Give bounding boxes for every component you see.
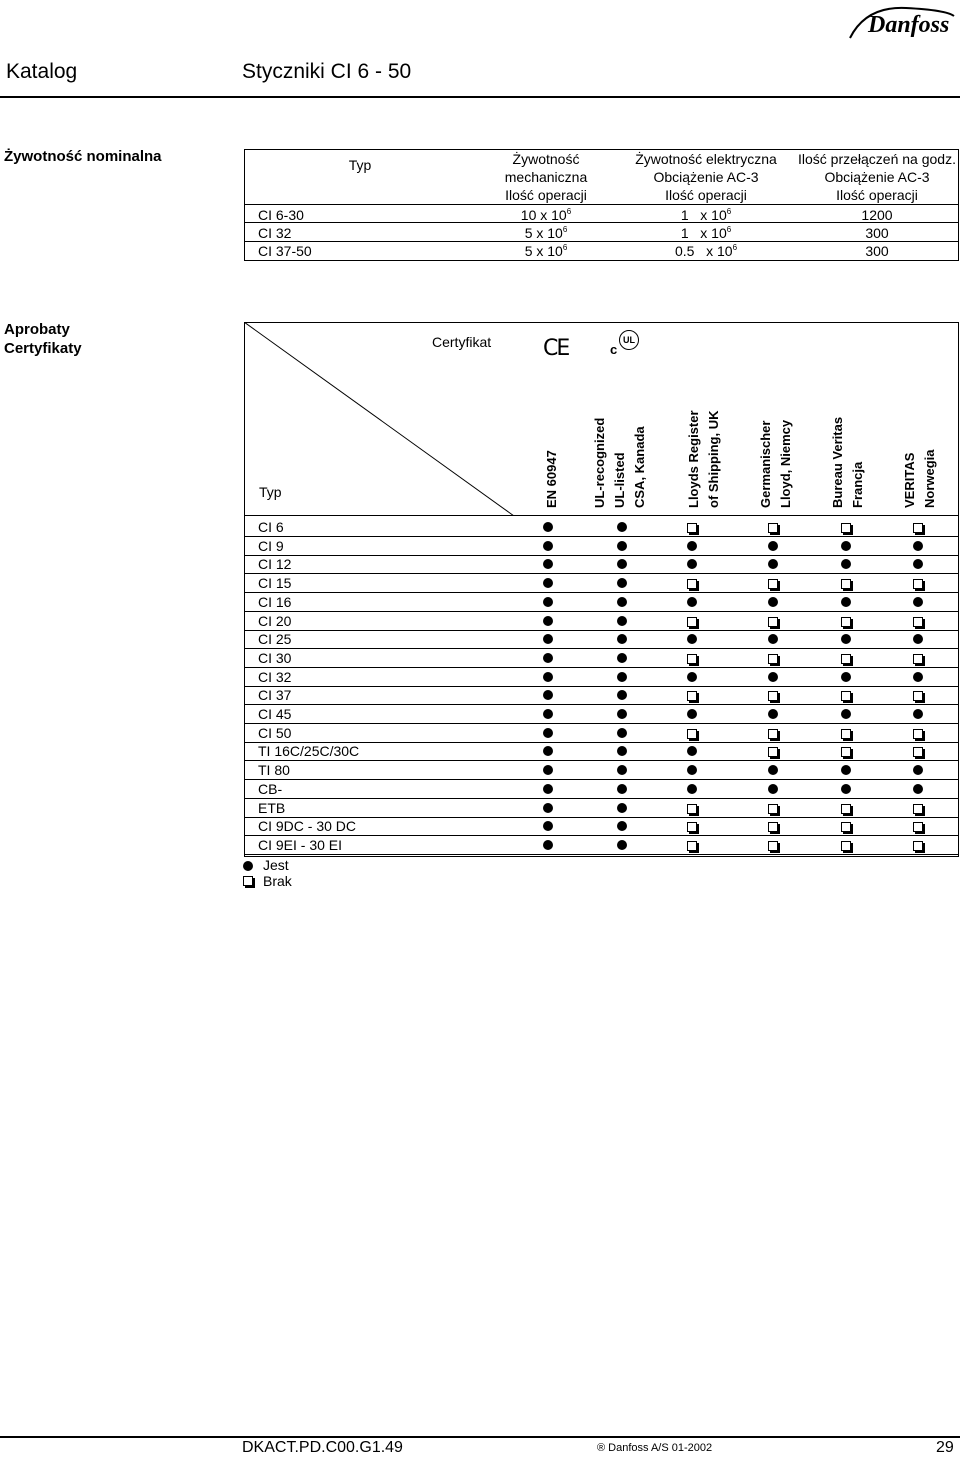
row-type-label: CI 9EI - 30 EI: [258, 836, 343, 853]
certified-dot-icon: [543, 821, 553, 831]
col-mech-2: mechaniczna: [504, 169, 588, 185]
not-certified-box-icon: [841, 654, 851, 664]
approval-row: [244, 630, 958, 648]
col-typ: Typ: [348, 157, 372, 173]
row-type-label: CI 20: [258, 612, 292, 629]
certified-dot-icon: [543, 541, 553, 551]
certified-dot-icon: [913, 709, 923, 719]
row-type-label: CI 32: [258, 668, 292, 685]
not-certified-box-icon: [841, 579, 851, 589]
legend-yes-label: Jest: [263, 857, 289, 873]
certified-dot-icon: [543, 672, 553, 682]
approval-row: [244, 518, 958, 536]
row-type-label: CI 15: [258, 575, 292, 592]
certified-dot-icon: [687, 634, 697, 644]
not-certified-box-icon: [768, 654, 778, 664]
footer-rule: [0, 1436, 960, 1438]
certified-dot-icon: [543, 765, 553, 775]
row-type-label: CI 9: [258, 537, 284, 554]
certified-dot-icon: [617, 765, 627, 775]
approval-row: [244, 799, 958, 817]
certified-dot-icon: [543, 559, 553, 569]
certified-dot-icon: [617, 784, 627, 794]
certified-dot-icon: [687, 541, 697, 551]
certified-dot-icon: [543, 653, 553, 663]
col-bureau-veritas: Bureau Veritas Francja: [830, 416, 865, 508]
approval-row: [244, 686, 958, 704]
col-sw-3: Ilość operacji: [836, 187, 918, 203]
certified-dot-icon: [768, 541, 778, 551]
row-type-label: CI 30: [258, 649, 292, 666]
certified-dot-icon: [687, 784, 697, 794]
life-heading: Żywotność nominalna: [4, 148, 162, 165]
not-certified-box-icon: [913, 654, 923, 664]
col-germanischer: Germanischer Lloyd, Niemcy: [758, 419, 793, 508]
certified-dot-icon: [617, 803, 627, 813]
section-label: Katalog: [6, 60, 78, 83]
row-type-label: ETB: [258, 799, 286, 816]
approval-row: [244, 761, 958, 779]
not-certified-box-icon: [687, 804, 697, 814]
legend-yes-icon: [243, 861, 253, 871]
row-type-label: CI 12: [258, 556, 292, 573]
not-certified-box-icon: [913, 579, 923, 589]
certified-dot-icon: [617, 653, 627, 663]
not-certified-box-icon: [768, 523, 778, 533]
certified-dot-icon: [617, 578, 627, 588]
ul-c-label: c: [610, 342, 618, 357]
certified-dot-icon: [687, 597, 697, 607]
not-certified-box-icon: [768, 747, 778, 757]
certified-dot-icon: [687, 672, 697, 682]
certified-dot-icon: [768, 634, 778, 644]
certified-dot-icon: [768, 765, 778, 775]
not-certified-box-icon: [687, 617, 697, 627]
certified-dot-icon: [913, 672, 923, 682]
certified-dot-icon: [543, 690, 553, 700]
certified-dot-icon: [543, 803, 553, 813]
certified-dot-icon: [543, 709, 553, 719]
approval-row: [244, 780, 958, 798]
header-rule: [0, 96, 960, 98]
not-certified-box-icon: [913, 691, 923, 701]
col-elec-3: Ilość operacji: [665, 187, 747, 203]
certified-dot-icon: [841, 784, 851, 794]
ce-mark-icon: CE: [543, 336, 569, 361]
certified-dot-icon: [913, 541, 923, 551]
not-certified-box-icon: [768, 841, 778, 851]
certified-dot-icon: [687, 765, 697, 775]
certified-dot-icon: [687, 746, 697, 756]
cert-label: Certyfikat: [432, 334, 492, 350]
row-type-label: CI 50: [258, 724, 292, 741]
certified-dot-icon: [543, 578, 553, 588]
certified-dot-icon: [913, 597, 923, 607]
approval-row: [244, 649, 958, 667]
row-type-label: CI 37: [258, 687, 292, 704]
certified-dot-icon: [687, 709, 697, 719]
certified-dot-icon: [768, 597, 778, 607]
certified-dot-icon: [913, 559, 923, 569]
not-certified-box-icon: [913, 747, 923, 757]
not-certified-box-icon: [913, 804, 923, 814]
not-certified-box-icon: [768, 729, 778, 739]
certified-dot-icon: [617, 746, 627, 756]
certified-dot-icon: [617, 690, 627, 700]
row-type-label: CI 9DC - 30 DC: [258, 818, 357, 835]
certified-dot-icon: [543, 840, 553, 850]
ul-mark-icon: UL: [619, 330, 639, 350]
certified-dot-icon: [543, 784, 553, 794]
not-certified-box-icon: [768, 691, 778, 701]
not-certified-box-icon: [687, 523, 697, 533]
certified-dot-icon: [617, 522, 627, 532]
col-mech-3: Ilość operacji: [505, 187, 587, 203]
not-certified-box-icon: [841, 822, 851, 832]
certified-dot-icon: [543, 746, 553, 756]
copyright: ® Danfoss A/S 01-2002: [597, 1442, 713, 1454]
not-certified-box-icon: [841, 523, 851, 533]
certified-dot-icon: [617, 541, 627, 551]
not-certified-box-icon: [841, 747, 851, 757]
row-type-label: TI 16C/25C/30C: [258, 743, 360, 760]
header-diagonal: [244, 322, 514, 516]
not-certified-box-icon: [687, 841, 697, 851]
col-sw-2: Obciążenie AC-3: [824, 169, 930, 185]
col-elec-1: Żywotność elektryczna: [635, 151, 777, 167]
certified-dot-icon: [768, 709, 778, 719]
legend-no-icon: [243, 876, 253, 886]
col-sw-1: Ilość przełączeń na godz.: [798, 151, 956, 167]
approval-row: [244, 537, 958, 555]
not-certified-box-icon: [913, 841, 923, 851]
certified-dot-icon: [617, 840, 627, 850]
approvals-heading: Aprobaty Certyfikaty: [4, 321, 82, 357]
typ-label: Typ: [259, 484, 282, 500]
certified-dot-icon: [913, 765, 923, 775]
row-type-label: CB-: [258, 780, 283, 797]
certified-dot-icon: [913, 784, 923, 794]
certified-dot-icon: [617, 709, 627, 719]
not-certified-box-icon: [687, 691, 697, 701]
certified-dot-icon: [543, 522, 553, 532]
row-type-label: CI 6: [258, 519, 284, 535]
approval-row: [244, 668, 958, 686]
not-certified-box-icon: [768, 579, 778, 589]
certified-dot-icon: [617, 559, 627, 569]
certified-dot-icon: [913, 634, 923, 644]
not-certified-box-icon: [913, 617, 923, 627]
certified-dot-icon: [841, 765, 851, 775]
approval-row: [244, 555, 958, 573]
certified-dot-icon: [768, 559, 778, 569]
svg-text:Danfoss: Danfoss: [868, 12, 950, 38]
certified-dot-icon: [768, 784, 778, 794]
row-type-label: CI 45: [258, 706, 292, 722]
certified-dot-icon: [617, 728, 627, 738]
not-certified-box-icon: [841, 691, 851, 701]
col-lloyds: Lloyds Register of Shipping, UK: [686, 410, 721, 508]
approval-row: [244, 705, 958, 723]
approval-row: [244, 724, 958, 742]
not-certified-box-icon: [687, 654, 697, 664]
certified-dot-icon: [617, 821, 627, 831]
not-certified-box-icon: [768, 617, 778, 627]
not-certified-box-icon: [841, 804, 851, 814]
certified-dot-icon: [617, 634, 627, 644]
not-certified-box-icon: [768, 804, 778, 814]
certified-dot-icon: [768, 672, 778, 682]
col-ul-csa: UL-recognized UL-listed CSA, Kanada: [592, 417, 647, 508]
certified-dot-icon: [841, 559, 851, 569]
approval-row: [244, 817, 958, 835]
approval-row: [244, 836, 958, 854]
certified-dot-icon: [543, 616, 553, 626]
certified-dot-icon: [543, 597, 553, 607]
certified-dot-icon: [617, 672, 627, 682]
not-certified-box-icon: [687, 579, 697, 589]
approval-row: [244, 742, 958, 760]
danfoss-logo: [846, 2, 958, 42]
not-certified-box-icon: [913, 729, 923, 739]
col-veritas: VERITAS Norwegia: [902, 449, 937, 508]
not-certified-box-icon: [913, 523, 923, 533]
certified-dot-icon: [841, 709, 851, 719]
doc-code: DKACT.PD.C00.G1.49: [242, 1439, 403, 1456]
page-number: 29: [936, 1439, 954, 1456]
not-certified-box-icon: [687, 729, 697, 739]
certified-dot-icon: [543, 634, 553, 644]
certified-dot-icon: [687, 559, 697, 569]
certified-dot-icon: [841, 597, 851, 607]
not-certified-box-icon: [841, 617, 851, 627]
not-certified-box-icon: [841, 729, 851, 739]
not-certified-box-icon: [768, 822, 778, 832]
certified-dot-icon: [841, 634, 851, 644]
approval-row: [244, 593, 958, 611]
col-en60947: EN 60947: [544, 450, 559, 508]
row-type-label: CI 25: [258, 631, 292, 648]
approval-row: [244, 574, 958, 592]
certified-dot-icon: [841, 541, 851, 551]
certified-dot-icon: [841, 672, 851, 682]
legend-no-label: Brak: [263, 873, 292, 889]
col-elec-2: Obciążenie AC-3: [653, 169, 759, 185]
row-type-label: CI 16: [258, 593, 292, 610]
certified-dot-icon: [543, 728, 553, 738]
certified-dot-icon: [617, 597, 627, 607]
page-title: Styczniki CI 6 - 50: [242, 60, 412, 83]
row-type-label: TI 80: [258, 762, 290, 779]
not-certified-box-icon: [913, 822, 923, 832]
approval-row: [244, 612, 958, 630]
not-certified-box-icon: [687, 822, 697, 832]
not-certified-box-icon: [841, 841, 851, 851]
certified-dot-icon: [617, 616, 627, 626]
col-mech-1: Żywotność: [512, 151, 580, 167]
